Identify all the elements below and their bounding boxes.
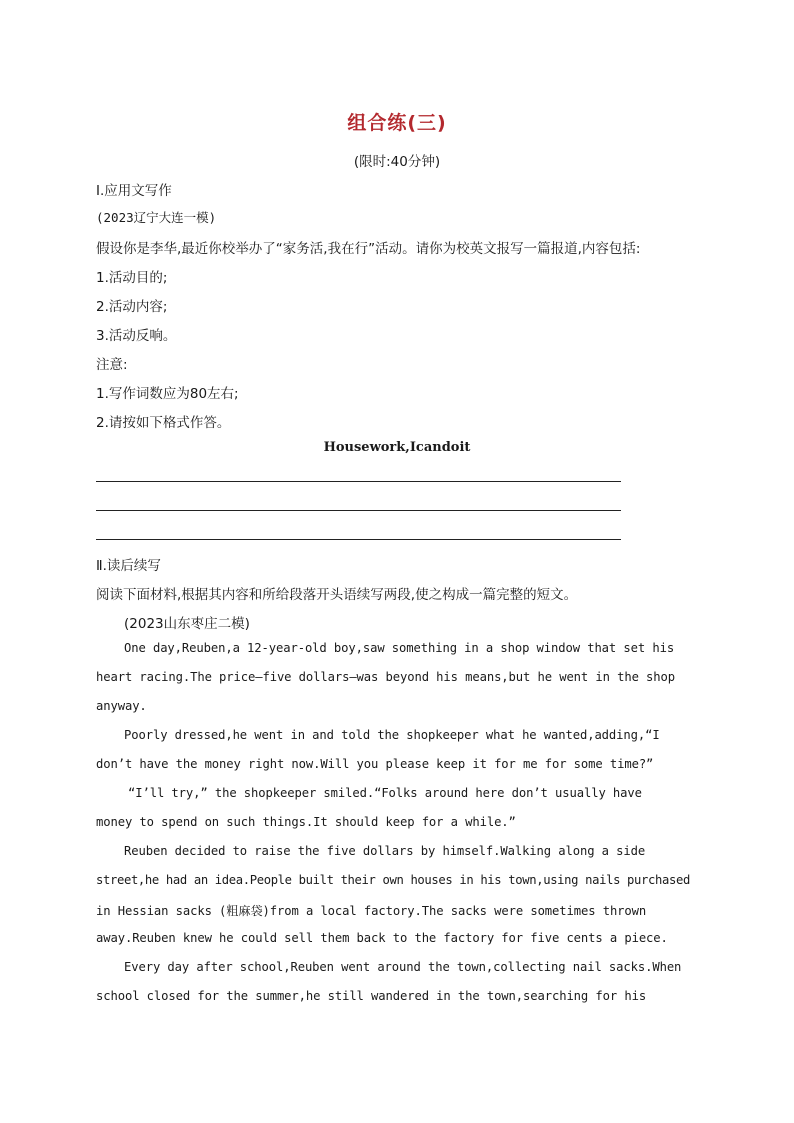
section2-instruction: 阅读下面材料,根据其内容和所给段落开头语续写两段,使之构成一篇完整的短文。 xyxy=(96,587,578,603)
passage-line: “I’ll try,” the shopkeeper smiled.“Folks around here don’t usually have xyxy=(128,786,642,800)
passage-line: Every day after school,Reuben went around the town,collecting nail sacks.When xyxy=(124,960,682,974)
point-2: 2.活动内容; xyxy=(96,299,168,315)
passage-line: anyway. xyxy=(96,699,147,713)
notes-label: 注意: xyxy=(96,357,128,373)
point-1: 1.活动目的; xyxy=(96,270,168,286)
passage-line: in Hessian sacks (粗麻袋)from a local factory.The sacks were sometimes thrown xyxy=(96,904,647,918)
essay-title: Housework,Icandoit xyxy=(323,440,471,455)
time-limit: (限时:40分钟) xyxy=(353,154,441,170)
note-1: 1.写作词数应为80左右; xyxy=(96,386,239,402)
passage-line: school closed for the summer,he still wandered in the town,searching for his xyxy=(96,989,647,1003)
passage-line: One day,Reuben,a 12-year-old boy,saw something in a shop window that set his xyxy=(124,641,675,655)
note-2: 2.请按如下格式作答。 xyxy=(96,415,231,431)
passage-line: away.Reuben knew he could sell them back to the factory for five cents a piece. xyxy=(96,931,668,945)
answer-line xyxy=(96,539,621,540)
section2-heading: Ⅱ.读后续写 xyxy=(96,558,161,574)
passage-line: money to spend on such things.It should keep for a while.” xyxy=(96,815,516,829)
point-3: 3.活动反响。 xyxy=(96,328,177,344)
passage-line: heart racing.The price—five dollars—was beyond his means,but he went in the shop xyxy=(96,670,676,684)
passage-line: Poorly dressed,he went in and told the shopkeeper what he wanted,adding,“I xyxy=(124,728,660,742)
answer-line xyxy=(96,510,621,511)
answer-line xyxy=(96,481,621,482)
passage-line: Reuben decided to raise the five dollars by himself.Walking along a side xyxy=(124,844,646,858)
passage-line: don’t have the money right now.Will you please keep it for me for some time?” xyxy=(96,757,654,771)
passage-line: street,he had an idea.People built their own houses in his town,using nails purchased xyxy=(96,873,690,887)
page-title: 组合练(三) xyxy=(347,112,447,134)
section2-source: (2023山东枣庄二模) xyxy=(124,616,250,632)
section1-heading: Ⅰ.应用文写作 xyxy=(96,183,172,199)
section1-source: (2023辽宁大连一模) xyxy=(96,210,217,225)
section1-prompt: 假设你是李华,最近你校举办了“家务活,我在行”活动。请你为校英文报写一篇报道,内容包括: xyxy=(96,241,641,257)
